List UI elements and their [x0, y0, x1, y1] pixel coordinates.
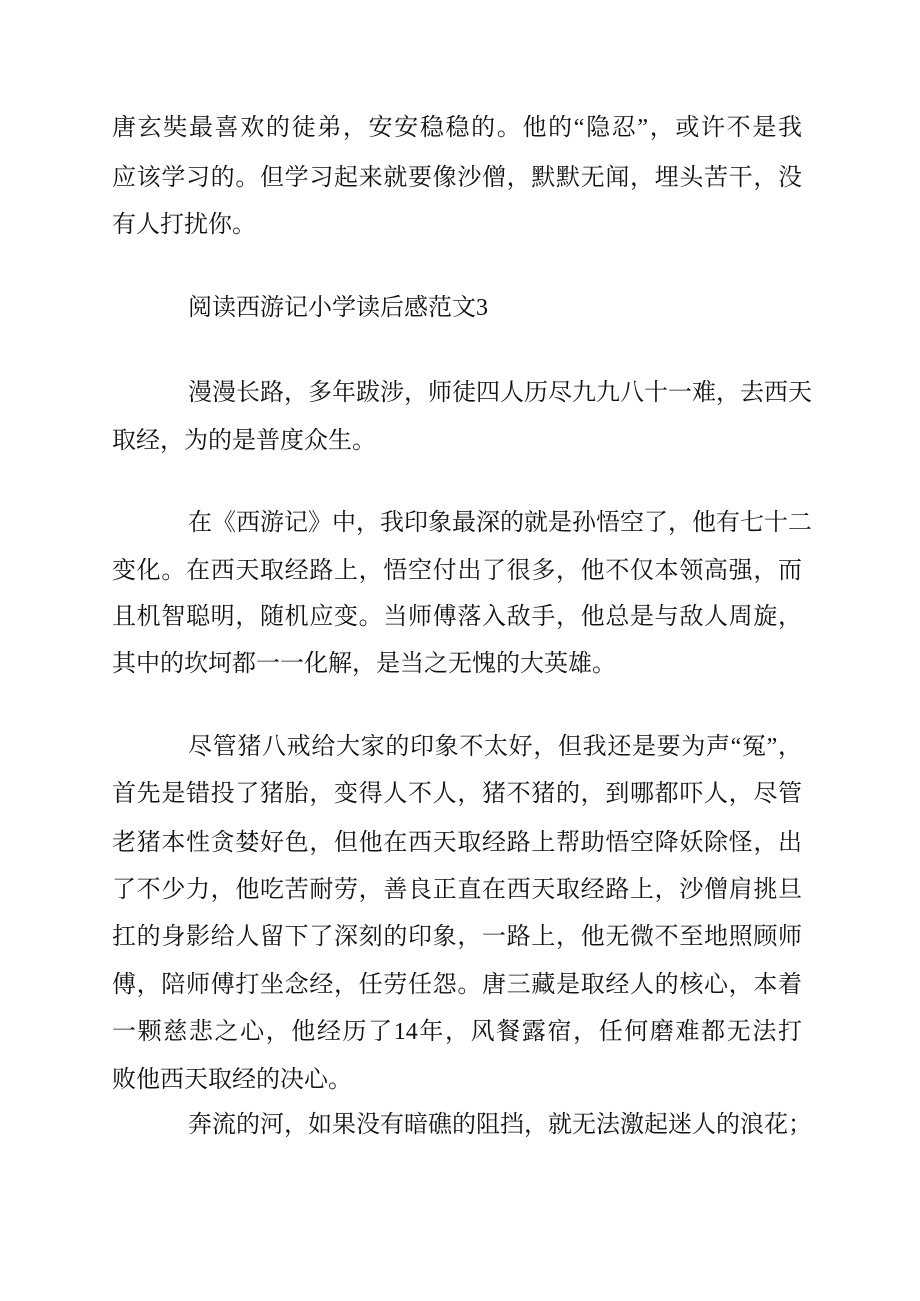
paragraph-line: 奔流的河，如果没有暗礁的阻挡，就无法激起迷人的浪花； — [188, 1112, 812, 1138]
paragraph-line: 了不少力，他吃苦耐劳，善良正直在西天取经路上，沙僧肩挑旦 — [112, 877, 802, 903]
paragraph-line: 尽管猪八戒给大家的印象不太好，但我还是要为声“冤”， — [188, 734, 802, 760]
paragraph-line: 老猪本性贪婪好色，但他在西天取经路上帮助悟空降妖除怪，出 — [112, 830, 802, 856]
paragraph-line: 其中的坎坷都一一化解，是当之无愧的大英雄。 — [112, 651, 616, 677]
section-heading: 阅读西游记小学读后感范文3 — [188, 295, 488, 321]
paragraph-line: 败他西天取经的决心。 — [112, 1067, 352, 1093]
paragraph-line: 漫漫长路，多年跋涉，师徒四人历尽九九八十一难，去西天 — [188, 380, 812, 406]
paragraph-line: 一颗慈悲之心，他经历了14年，风餐露宿，任何磨难都无法打 — [112, 1019, 802, 1045]
paragraph-line: 首先是错投了猪胎，变得人不人，猪不猪的，到哪都吓人，尽管 — [112, 781, 802, 807]
paragraph-line: 有人打扰你。 — [112, 212, 256, 238]
paragraph-line: 在《西游记》中，我印象最深的就是孙悟空了，他有七十二 — [188, 510, 812, 536]
paragraph-line: 且机智聪明，随机应变。当师傅落入敌手，他总是与敌人周旋， — [112, 604, 802, 630]
paragraph-line: 傅，陪师傅打坐念经，任劳任怨。唐三藏是取经人的核心，本着 — [112, 972, 802, 998]
paragraph-line: 变化。在西天取经路上，悟空付出了很多，他不仅本领高强，而 — [112, 558, 802, 584]
paragraph-line: 唐玄奘最喜欢的徒弟，安安稳稳的。他的“隐忍”，或许不是我 — [112, 115, 802, 141]
paragraph-line: 取经，为的是普度众生。 — [112, 428, 376, 454]
paragraph-line: 应该学习的。但学习起来就要像沙僧，默默无闻，埋头苦干，没 — [112, 165, 802, 191]
paragraph-line: 扛的身影给人留下了深刻的印象，一路上，他无微不至地照顾师 — [112, 924, 802, 950]
